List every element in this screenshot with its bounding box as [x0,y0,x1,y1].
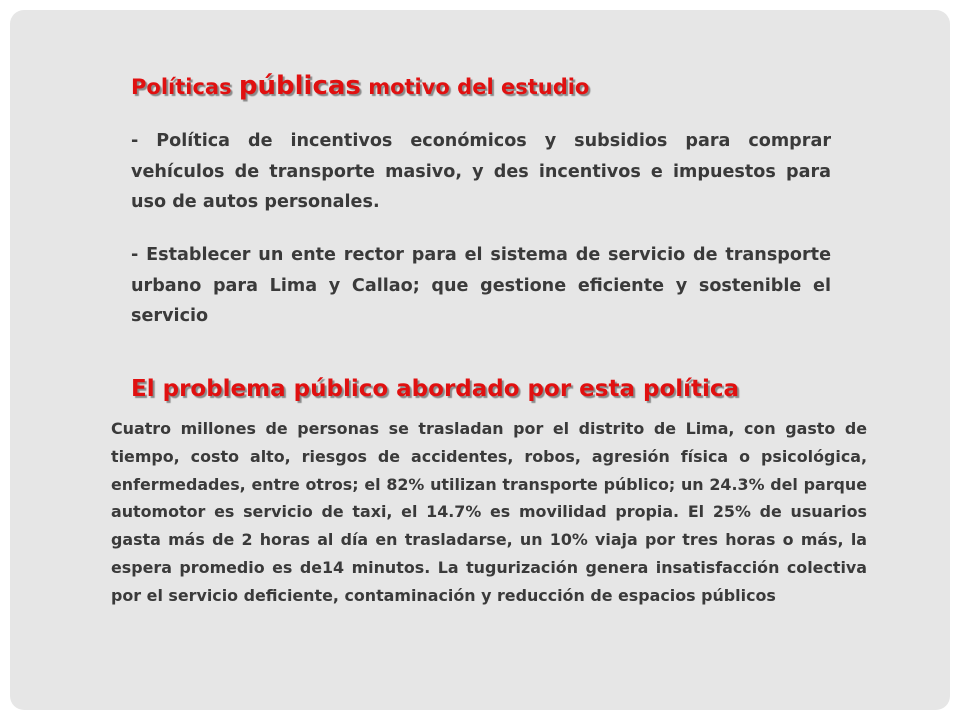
heading-part-publicas: públicas [238,71,361,101]
slide-panel [10,10,950,710]
policy-bullet-incentives: - Política de incentivos económicos y subsidios para comprar vehículos de transporte masivo, y des incentivos e impuestos para uso de autos personales. [131,131,831,212]
heading-part-politicas: Políticas [131,75,239,99]
policy-bullet-governing-body: - Establecer un ente rector para el sistema de servicio de transporte urbano para Lima y Callao; que gestione eficiente y sostenible el servicio [131,245,831,326]
problem-description: Cuatro millones de personas se trasladan por el distrito de Lima, con gasto de tiempo, costo alto, riesgos de accidentes, robos, agresión física o psicológica, enfermedades, entre otros; el 82% utilizan transporte público; un 24.3% del parque automotor es servicio de taxi, el 14.7% es movilidad propia. El 25% de usuarios gasta más de 2 horas al día en trasladarse, un 10% viaja por tres horas o más, la espera promedio es de14 minutos. La tugurización genera insatisfacción colectiva por el servicio deficiente, contaminación y reducción de espacios públicos [111,419,867,605]
section-heading-policies [131,68,589,105]
heading-part-motivo: motivo del estudio [360,75,590,99]
section-heading-problem: El problema público abordado por esta política [131,376,740,402]
